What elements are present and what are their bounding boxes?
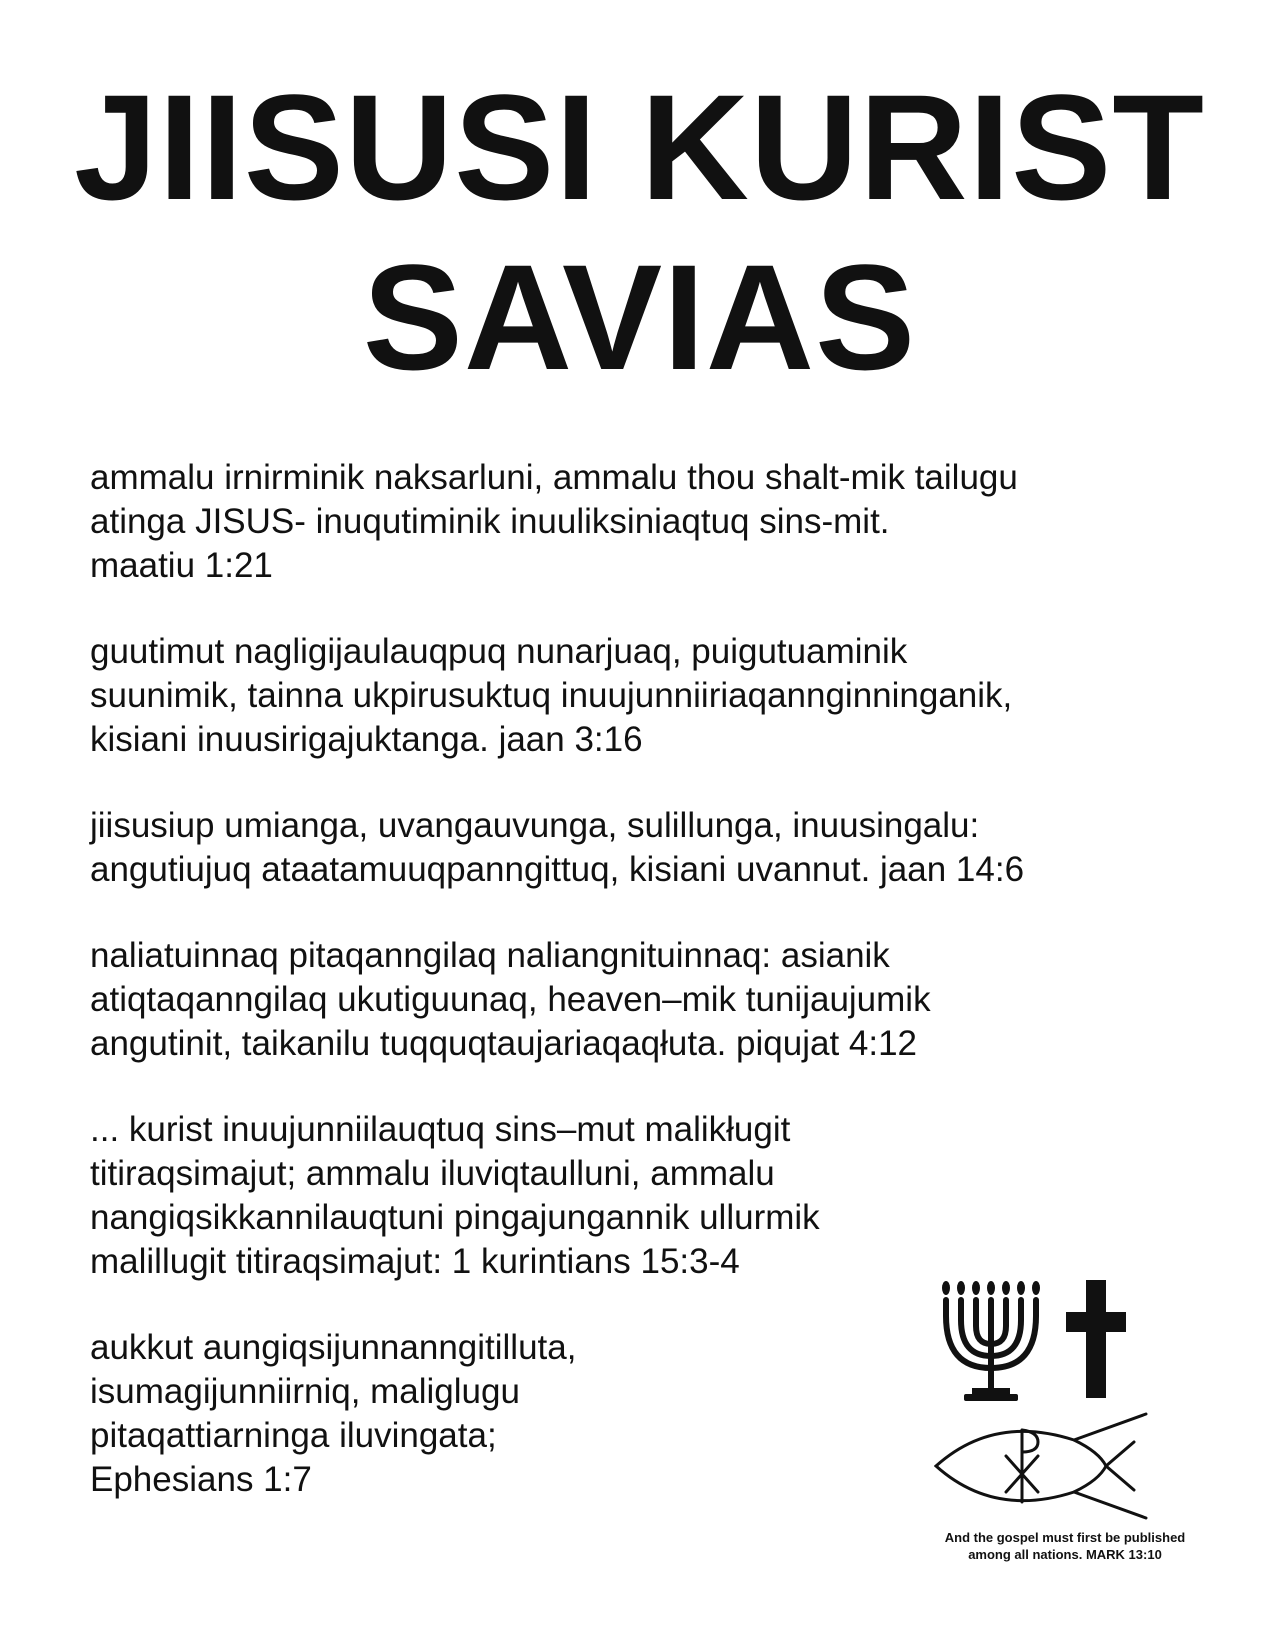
verse-line: ammalu irnirminik naksarluni, ammalu thou shalt-mik tailugu — [90, 458, 1018, 497]
verse-line: titiraqsimajut; ammalu iluviqtaulluni, ammalu — [90, 1154, 775, 1193]
verse-line: malillugit titiraqsimajut: 1 kurintians 15:3-4 — [90, 1242, 740, 1281]
religious-symbols — [934, 1280, 1184, 1520]
verse-line: atiqtaqanngilaq ukutiguunaq, heaven–mik tunijaujumik — [90, 980, 931, 1019]
caption-line-2: among all nations. MARK 13:10 — [968, 1547, 1162, 1562]
verse-line: angutinit, taikanilu tuqquqtaujariaqaqłuta. piqujat 4:12 — [90, 1024, 918, 1063]
verse-line: suunimik, tainna ukpirusuktuq inuujunniiriaqannginninganik, — [90, 676, 1013, 715]
ichthys-chi-rho-icon — [936, 1414, 1146, 1518]
verse-line: guutimut nagligijaulauqpuq nunarjuaq, puigutuaminik — [90, 632, 908, 671]
verse-paragraph-3 — [90, 804, 1250, 892]
verse-line: maatiu 1:21 — [90, 546, 273, 585]
verse-line: isumagijunniirniq, maliglugu — [90, 1372, 520, 1411]
caption-line-1: And the gospel must first be published — [944, 1530, 1186, 1545]
verse-line: kisiani inuusirigajuktanga. jaan 3:16 — [90, 720, 643, 759]
title-line-2: SAVIAS — [362, 233, 917, 401]
verse-line: naliatuinnaq pitaqanngilaq naliangnituinnaq: asianik — [90, 936, 890, 975]
verse-line: Ephesians 1:7 — [90, 1460, 312, 1499]
verse-line: angutiujuq ataatamuuqpanngittuq, kisiani uvannut. jaan 14:6 — [90, 850, 1025, 889]
verse-line: nangiqsikkannilauqtuni pingajungannik ullurmik — [90, 1198, 820, 1237]
verse-paragraph-4 — [90, 934, 1250, 1066]
menorah-icon — [942, 1281, 1040, 1401]
verse-line: ... kurist inuujunniilauqtuq sins–mut malikługit — [90, 1110, 791, 1149]
page-title — [0, 62, 1279, 402]
verse-paragraph-5 — [90, 1108, 1250, 1284]
verse-line: pitaqattiarninga iluvingata; — [90, 1416, 497, 1455]
title-line-1: JIISUSI KURIST — [74, 63, 1205, 231]
verse-paragraph-1 — [90, 456, 1250, 588]
footer-caption — [900, 1529, 1230, 1563]
verse-line: jiisusiup umianga, uvangauvunga, sulillunga, inuusingalu: — [90, 806, 980, 845]
verse-line: aukkut aungiqsijunnanngitilluta, — [90, 1328, 577, 1367]
verse-line: atinga JISUS- inuqutiminik inuuliksiniaqtuq sins-mit. — [90, 502, 890, 541]
cross-icon — [1066, 1280, 1126, 1398]
verse-paragraph-2 — [90, 630, 1250, 762]
